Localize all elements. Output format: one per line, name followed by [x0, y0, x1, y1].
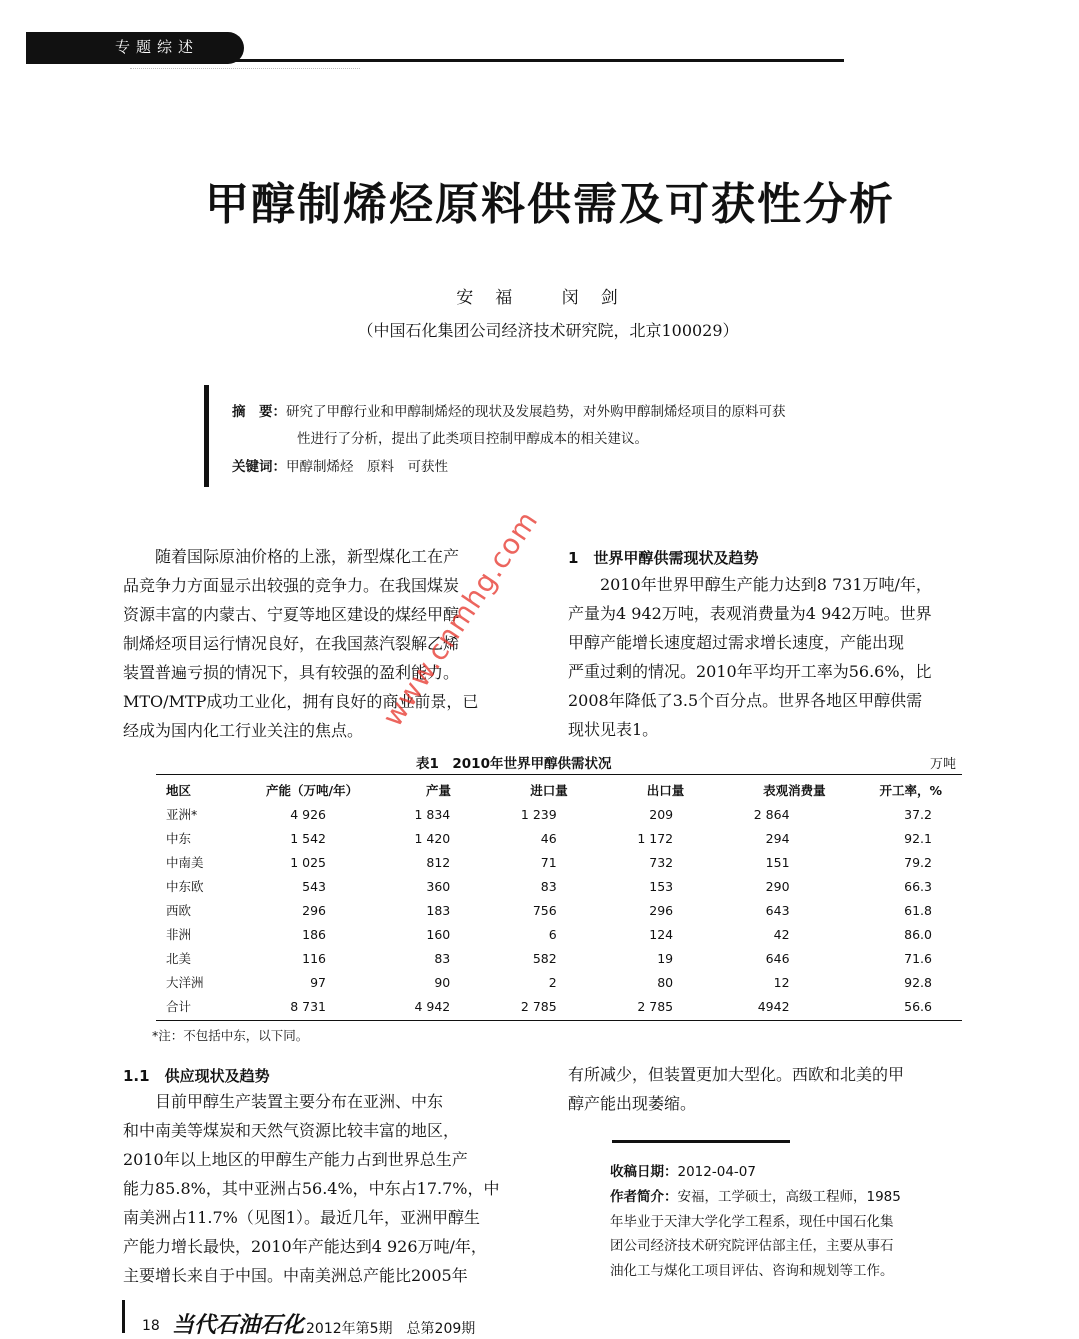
table-value-cell: 92.8	[904, 974, 932, 990]
keywords-line	[232, 455, 448, 475]
table-row	[156, 994, 962, 1018]
section-label: 专题综述	[115, 38, 200, 56]
table-value-cell: 296	[302, 902, 326, 918]
table-unit: 万吨	[930, 757, 957, 772]
author-bio-line: 油化工与煤化工项目评估、咨询和规划等工作。	[610, 1262, 894, 1279]
abstract-text-1: 研究了甲醇行业和甲醇制烯烃的现状及发展趋势，对外购甲醇制烯烃项目的原料可获	[286, 404, 786, 420]
table-value-cell: 643	[765, 902, 790, 918]
supply-demand-table	[156, 778, 962, 1018]
intro-line: 资源丰富的内蒙古、宁夏等地区建设的煤经甲醇	[123, 605, 460, 624]
author-bio-line: 团公司经济技术研究院评估部主任，主要从事石	[610, 1238, 894, 1254]
author-bio-label: 作者简介：	[610, 1189, 678, 1205]
abstract-label: 摘 要：	[232, 404, 286, 420]
table-row	[156, 850, 962, 874]
table-value-cell: 2	[548, 974, 557, 990]
section-1-line: 2008年降低了3.5个百分点。世界各地区甲醇供需	[568, 691, 923, 710]
col-header: 地区	[166, 783, 192, 798]
intro-line: 经成为国内化工行业关注的焦点。	[123, 721, 364, 740]
section-1-paragraph	[568, 570, 988, 744]
table-value-cell: 1 834	[414, 806, 451, 822]
table-value-cell: 56.6	[904, 998, 932, 1014]
table-value-cell: 186	[302, 926, 326, 942]
table-row	[156, 922, 962, 946]
section-1-1-cont-line: 有所减少，但装置更加大型化。西欧和北美的甲	[568, 1065, 905, 1084]
author-bio-line: 安福，工学硕士，高级工程师，1985	[677, 1189, 901, 1205]
intro-line: 制烯烃项目运行情况良好，在我国蒸汽裂解乙烯	[123, 634, 460, 653]
watermark: www.cnmhg.com	[376, 504, 545, 733]
table-value-cell: 79.2	[904, 854, 932, 870]
table-value-cell: 296	[649, 902, 674, 918]
col-header: 开工率，%	[879, 783, 943, 798]
table-region-cell: 中东欧	[166, 879, 204, 894]
section-1-1-cont-line: 醇产能出现萎缩。	[568, 1094, 697, 1113]
table-caption: 表1 2010年世界甲醇供需状况	[416, 756, 612, 772]
table-value-cell: 37.2	[904, 806, 932, 822]
table-value-cell: 294	[765, 830, 790, 846]
section-1-1-line: 南美洲占11.7%（见图1）。最近几年，亚洲甲醇生	[123, 1208, 481, 1227]
section-1-line: 产量为4 942万吨，表观消费量为4 942万吨。世界	[568, 604, 932, 623]
section-1-line: 现状见表1。	[568, 720, 659, 739]
col-header: 产能（万吨/年）	[266, 783, 359, 798]
table-value-cell: 2 864	[753, 806, 790, 822]
issue-info: 2012年第5期 总第209期	[306, 1321, 476, 1337]
col-header: 出口量	[646, 783, 685, 798]
table-value-cell: 116	[302, 950, 326, 966]
table-value-cell: 42	[773, 926, 790, 942]
table-value-cell: 97	[310, 974, 326, 990]
notes-rule	[612, 1140, 790, 1143]
table-value-cell: 732	[649, 854, 674, 870]
table-value-cell: 80	[657, 974, 674, 990]
author-bio	[610, 1185, 990, 1283]
table-value-cell: 83	[434, 950, 451, 966]
section-1-1-title: 1.1 供应现状及趋势	[123, 1067, 270, 1085]
table-value-cell: 6	[548, 926, 557, 942]
table-value-cell: 153	[649, 878, 674, 894]
table-value-cell: 4942	[757, 998, 790, 1014]
section-1-line: 2010年世界甲醇生产能力达到8 731万吨/年，	[600, 575, 932, 594]
table-value-cell: 71.6	[904, 950, 932, 966]
intro-line: 随着国际原油价格的上涨，新型煤化工在产	[155, 547, 460, 566]
table-region-cell: 大洋洲	[166, 975, 204, 990]
intro-line: 品竞争力方面显示出较强的竞争力。在我国煤炭	[123, 576, 460, 595]
table-value-cell: 1 025	[290, 854, 326, 870]
section-1-line: 甲醇产能增长速度超过需求增长速度，产能出现	[568, 633, 905, 652]
abstract-line-1	[232, 400, 786, 420]
journal-logo: 当代石油石化	[172, 1312, 305, 1338]
table-value-cell: 12	[773, 974, 790, 990]
table-value-cell: 646	[765, 950, 790, 966]
table-value-cell: 19	[657, 950, 674, 966]
table-row	[156, 898, 962, 922]
table-row	[156, 946, 962, 970]
page-number: 18	[142, 1318, 160, 1334]
section-1-1-line: 目前甲醇生产装置主要分布在亚洲、中东	[155, 1092, 444, 1111]
table-value-cell: 290	[765, 878, 790, 894]
table-value-cell: 124	[649, 926, 674, 942]
table-value-cell: 1 239	[520, 806, 557, 822]
table-value-cell: 4 942	[414, 998, 451, 1014]
section-1-1-line: 主要增长来自于中国。中南美洲总产能比2005年	[123, 1266, 468, 1285]
abstract-bar	[204, 385, 209, 487]
col-header: 产量	[426, 783, 452, 798]
table-region-cell: 非洲	[166, 927, 192, 942]
header-rule	[26, 59, 844, 62]
section-1-1-line: 2010年以上地区的甲醇生产能力占到世界总生产	[123, 1150, 468, 1169]
article-title: 甲醇制烯烃原料供需及可获性分析	[205, 179, 895, 230]
table-value-cell: 2 785	[637, 998, 674, 1014]
received-date: 2012-04-07	[677, 1164, 756, 1180]
table-value-cell: 756	[532, 902, 557, 918]
table-region-cell: 北美	[166, 951, 192, 966]
table-value-cell: 151	[765, 854, 790, 870]
table-value-cell: 360	[426, 878, 451, 894]
table-value-cell: 582	[532, 950, 557, 966]
table-value-cell: 4 926	[290, 806, 326, 822]
table-row	[156, 826, 962, 850]
article-authors: 安福 闵剑	[456, 288, 640, 308]
table-value-cell: 1 420	[414, 830, 451, 846]
table-header-row	[156, 778, 962, 802]
table-region-cell: 亚洲*	[166, 807, 198, 822]
table-region-cell: 中东	[166, 831, 192, 846]
table-value-cell: 160	[426, 926, 451, 942]
table-value-cell: 1 172	[637, 830, 674, 846]
received-label: 收稿日期：	[610, 1164, 678, 1180]
section-1-1-continued	[568, 1060, 988, 1118]
table-row	[156, 874, 962, 898]
table-region-cell: 中南美	[166, 855, 204, 870]
table-region-cell: 西欧	[166, 903, 192, 918]
table-value-cell: 61.8	[904, 902, 932, 918]
section-1-1-paragraph	[123, 1087, 543, 1290]
table-value-cell: 83	[540, 878, 557, 894]
table-top-rule	[156, 774, 962, 775]
table-value-cell: 92.1	[904, 830, 932, 846]
col-header: 表观消费量	[763, 783, 826, 798]
table-bottom-rule	[156, 1020, 962, 1021]
table-value-cell: 86.0	[904, 926, 932, 942]
table-value-cell: 46	[540, 830, 557, 846]
table-value-cell: 812	[426, 854, 451, 870]
section-1-1-line: 能力85.8%，其中亚洲占56.4%，中东占17.7%，中	[123, 1179, 500, 1198]
table-note: *注：不包括中东，以下同。	[152, 1028, 309, 1043]
section-1-line: 严重过剩的情况。2010年平均开工率为56.6%，比	[568, 662, 932, 681]
intro-line: 装置普遍亏损的情况下，具有较强的盈利能力。	[123, 663, 460, 682]
table-row	[156, 802, 962, 826]
table-value-cell: 66.3	[904, 878, 932, 894]
table-value-cell: 71	[540, 854, 557, 870]
keywords-text: 甲醇制烯烃 原料 可获性	[286, 459, 448, 475]
table-value-cell: 2 785	[520, 998, 557, 1014]
section-1-1-line: 产能力增长最快，2010年产能达到4 926万吨/年，	[123, 1237, 487, 1256]
abstract-text-2: 性进行了分析，提出了此类项目控制甲醇成本的相关建议。	[297, 431, 648, 447]
col-header: 进口量	[530, 783, 568, 798]
table-value-cell: 8 731	[290, 998, 326, 1014]
section-1-1-line: 和中南美等煤炭和天然气资源比较丰富的地区，	[123, 1121, 460, 1140]
table-value-cell: 543	[302, 878, 326, 894]
table-value-cell: 90	[434, 974, 451, 990]
header-dotted-line	[130, 68, 360, 75]
footer-bar	[122, 1300, 125, 1333]
table-value-cell: 209	[649, 806, 674, 822]
table-value-cell: 1 542	[290, 830, 326, 846]
article-affiliation: （中国石化集团公司经济技术研究院，北京100029）	[357, 321, 739, 340]
table-row	[156, 970, 962, 994]
intro-line: MTO/MTP成功工业化，拥有良好的商业前景，已	[123, 692, 479, 711]
table-value-cell: 183	[426, 902, 451, 918]
author-bio-line: 年毕业于天津大学化学工程系，现任中国石化集	[610, 1213, 894, 1230]
section-1-title: 1 世界甲醇供需现状及趋势	[568, 549, 759, 567]
keywords-label: 关键词：	[232, 459, 286, 475]
table-region-cell: 合计	[166, 999, 192, 1014]
received-line	[610, 1160, 756, 1180]
